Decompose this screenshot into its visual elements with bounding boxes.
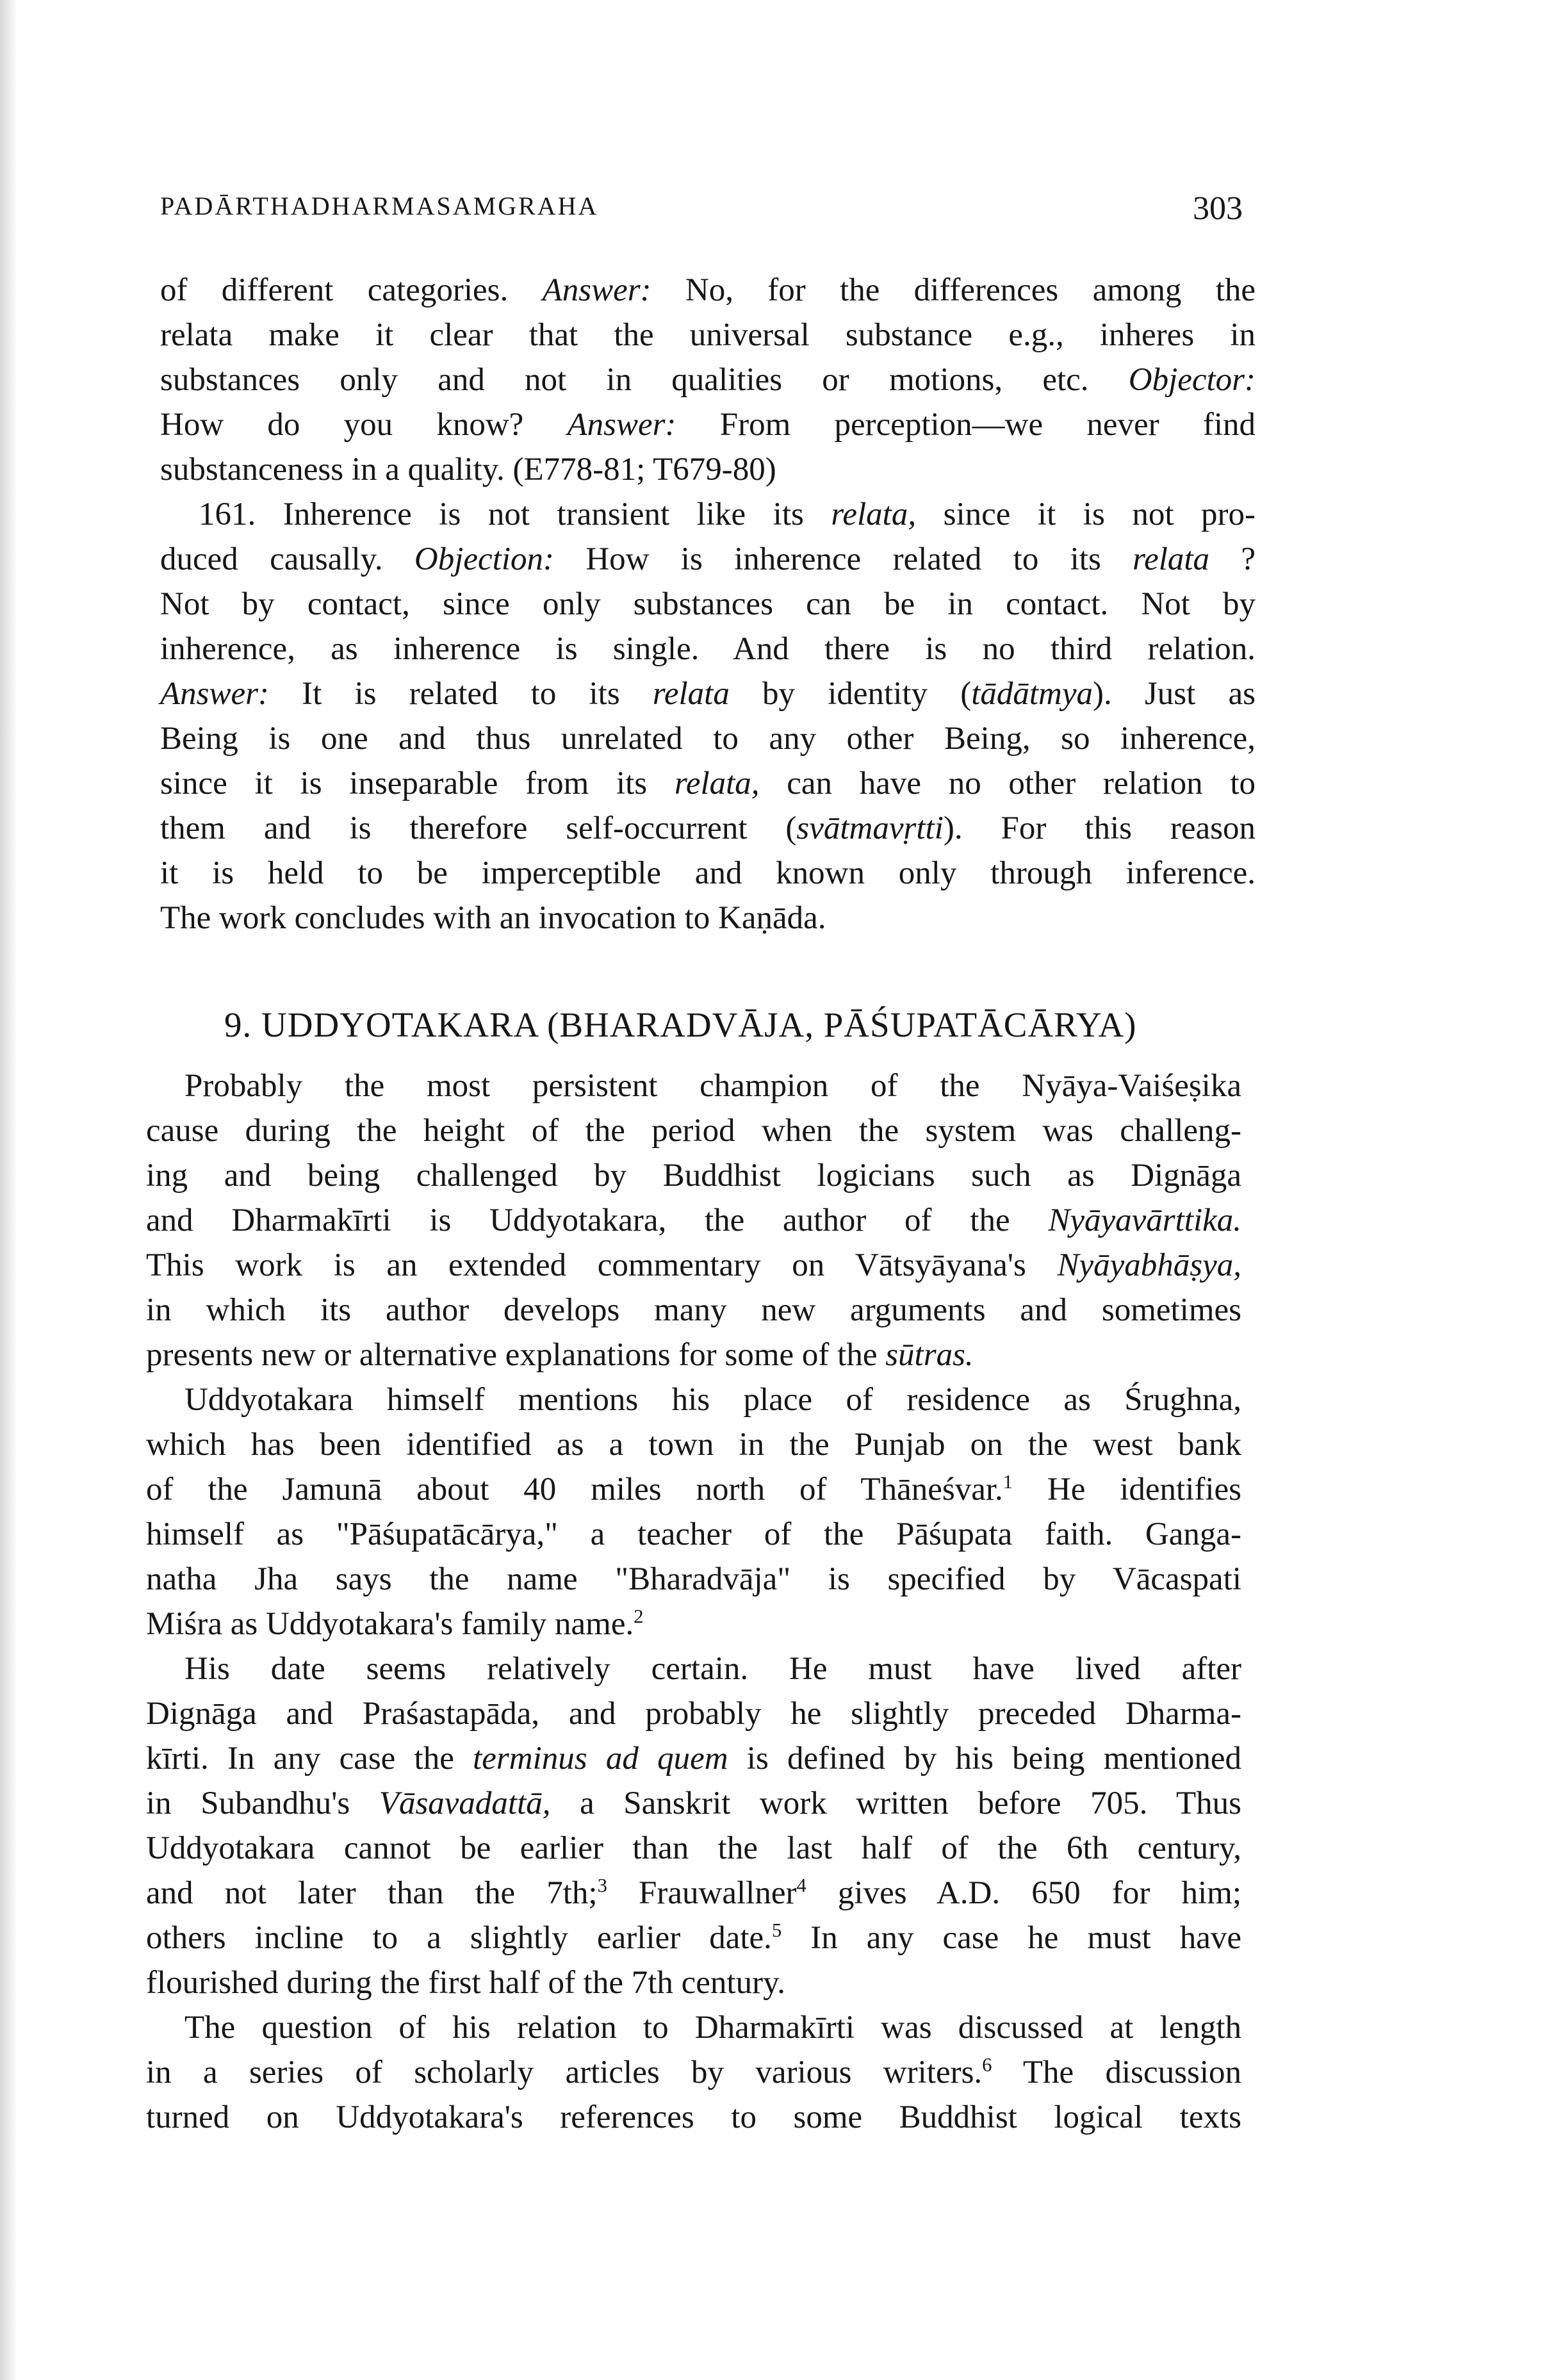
text-line: His date seems relatively certain. He must have lived after	[184, 1651, 1241, 1687]
text-block-lower	[146, 1063, 1241, 2140]
text-line: cause during the height of the period when the system was challeng-	[146, 1113, 1241, 1149]
text-line: and Dharmakīrti is Uddyotakara, the author of the Nyāyavārttika.	[146, 1202, 1242, 1238]
text-line: Uddyotakara himself mentions his place of residence as Śrughna,	[184, 1382, 1241, 1418]
footnote-ref: 6	[982, 2054, 992, 2076]
text-line: in Subandhu's Vāsavadattā, a Sanskrit work written before 705. Thus	[146, 1785, 1241, 1821]
text-line: Miśra as Uddyotakara's family name.$^2$	[146, 1605, 644, 1642]
text-line: duced causally. Objection: How is inherence related to its relata ?	[160, 541, 1256, 577]
text-line: in a series of scholarly articles by various writers.$^6$ The discussion	[146, 2054, 1241, 2090]
text-line: The work concludes with an invocation to Kaṇāda.	[160, 900, 826, 936]
text-line: in which its author develops many new arguments and sometimes	[146, 1292, 1241, 1328]
text-line: presents new or alternative explanations for some of the sūtras.	[146, 1337, 974, 1373]
text-line: others incline to a slightly earlier date.$^5$ In any case he must have	[146, 1919, 1241, 1956]
text-line: of different categories. Answer: No, for the differences among the	[160, 272, 1256, 308]
footnote-ref: 2	[634, 1605, 644, 1627]
footnote-ref: 5	[771, 1919, 782, 1941]
text-line: Being is one and thus unrelated to any other Being, so inherence,	[160, 721, 1256, 757]
footnote-ref: 1	[1002, 1471, 1013, 1493]
page-edge-shadow	[0, 0, 18, 2380]
text-line: Answer: It is related to its relata by identity (tādātmya). Just as	[160, 676, 1256, 712]
text-line: flourished during the first half of the 7th century.	[146, 1965, 786, 2001]
text-line: which has been identified as a town in the Punjab on the west bank	[146, 1427, 1241, 1463]
text-line: substanceness in a quality. (E778-81; T679-80)	[160, 452, 776, 488]
text-line: This work is an extended commentary on Vātsyāyana's Nyāyabhāṣya,	[146, 1247, 1242, 1283]
text-line: and not later than the 7th;$^3$ Frauwallner$^4$ gives A.D. 650 for him;	[146, 1875, 1241, 1911]
text-line: How do you know? Answer: From perception—we never find	[160, 407, 1256, 443]
text-line: them and is therefore self-occurrent (svātmavṛtti). For this reason	[160, 810, 1256, 846]
text-line: ing and being challenged by Buddhist logicians such as Dignāga	[146, 1158, 1241, 1194]
text-line: The question of his relation to Dharmakīrti was discussed at length	[184, 2010, 1241, 2046]
paragraph-161-line: 161. Inherence is not transient like its relata, since it is not pro-	[199, 497, 1256, 532]
text-line: substances only and not in qualities or motions, etc. Objector:	[160, 362, 1256, 398]
section-heading: 9. UDDYOTAKARA (BHARADVĀJA, PĀŚUPATĀCĀRYA)	[224, 1005, 1137, 1044]
text-line: Dignāga and Praśastapāda, and probably he slightly preceded Dharma-	[146, 1696, 1241, 1732]
text-line: since it is inseparable from its relata, can have no other relation to	[160, 766, 1256, 801]
page-number: 303	[1193, 190, 1243, 227]
text-line: Not by contact, since only substances can be in contact. Not by	[160, 586, 1256, 622]
text-line: relata make it clear that the universal substance e.g., inheres in	[160, 317, 1256, 353]
text-line: inherence, as inherence is single. And there is no third relation.	[160, 631, 1256, 667]
text-line: it is held to be imperceptible and known only through inference.	[160, 855, 1256, 891]
text-line: turned on Uddyotakara's references to some Buddhist logical texts	[146, 2099, 1241, 2135]
text-line: kīrti. In any case the terminus ad quem is defined by his being mentioned	[146, 1741, 1241, 1777]
text-line: Uddyotakara cannot be earlier than the last half of the 6th century,	[146, 1830, 1241, 1866]
footnote-ref: 4	[796, 1875, 806, 1896]
text-line: natha Jha says the name "Bharadvāja" is specified by Vācaspati	[146, 1561, 1241, 1597]
running-head: PADĀRTHADHARMASAMGRAHA	[160, 192, 599, 220]
text-line: himself as "Pāśupatācārya," a teacher of the Pāśupata faith. Ganga-	[146, 1516, 1241, 1552]
text-line: of the Jamunā about 40 miles north of Thāneśvar.$^1$ He identifies	[146, 1471, 1242, 1507]
text-block-upper	[160, 268, 1256, 940]
text-line: Probably the most persistent champion of the Nyāya-Vaiśeṣika	[184, 1068, 1241, 1104]
footnote-ref: 3	[597, 1875, 607, 1896]
